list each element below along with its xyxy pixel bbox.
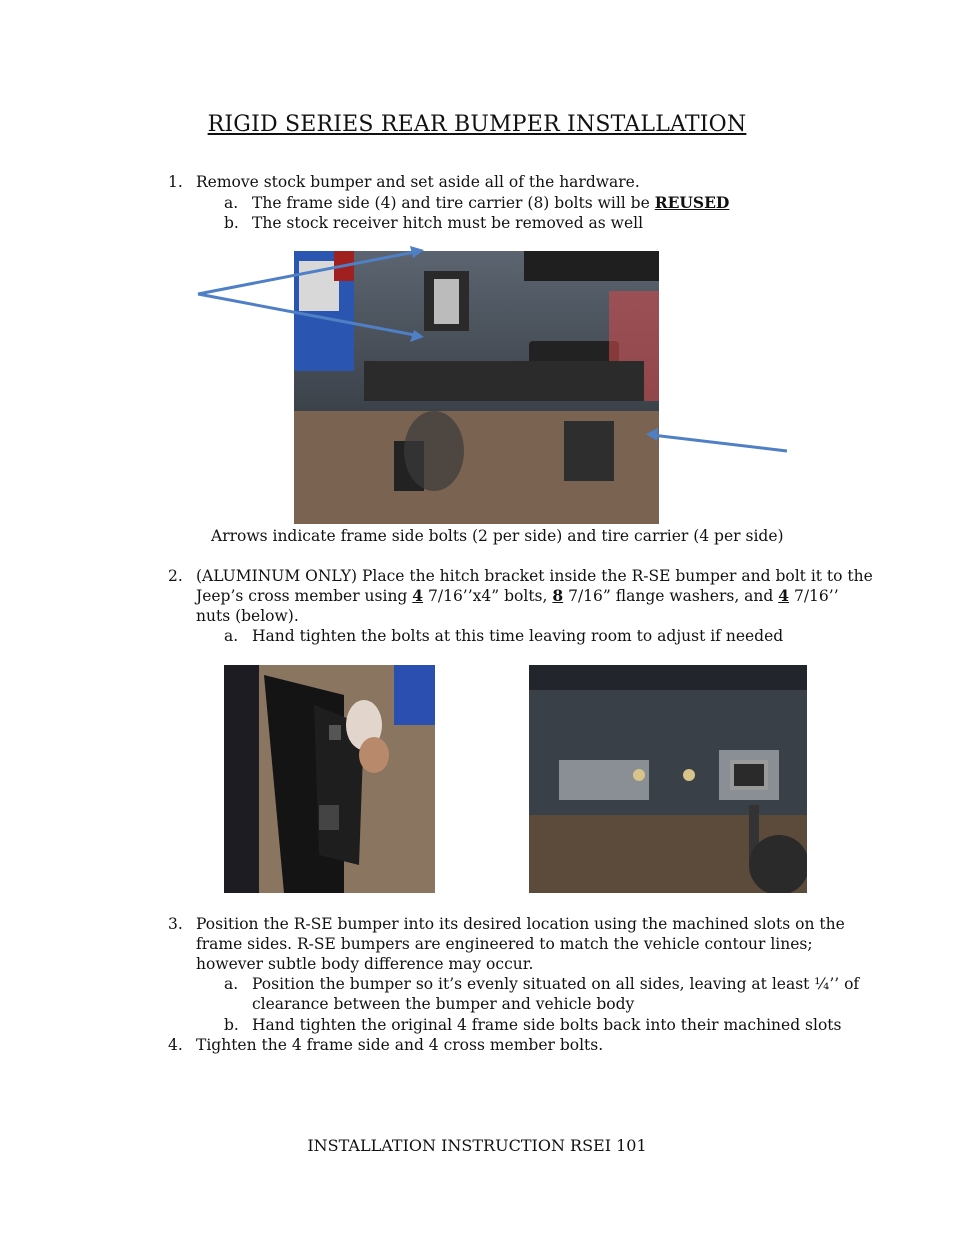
step-2-line-3: nuts (below).: [196, 607, 299, 625]
document-title: RIGID SERIES REAR BUMPER INSTALLATION: [207, 112, 747, 137]
step-3a-line-1: Position the bumper so it’s evenly situated on all sides, leaving at least ¼’’ of: [252, 975, 860, 993]
arrow-head-icon: [410, 330, 424, 342]
step-4-number: 4.: [168, 1036, 183, 1054]
step-1a-number: a.: [224, 194, 239, 212]
step-2-line-2: Jeep’s cross member using 4 7/16’’x4” bolts, 8 7/16” flange washers, and 4 7/16’’: [196, 586, 839, 605]
step-2a-number: a.: [224, 627, 239, 645]
step-2a-text: Hand tighten the bolts at this time leaving room to adjust if needed: [252, 627, 784, 645]
step-1a-text: The frame side (4) and tire carrier (8) bolts will be REUSED: [252, 193, 730, 212]
photo-caption: Arrows indicate frame side bolts (2 per side) and tire carrier (4 per side): [211, 527, 784, 545]
step-2-number: 2.: [168, 567, 183, 585]
step-4-text: Tighten the 4 frame side and 4 cross member bolts.: [196, 1036, 604, 1054]
step-2-line-1: (ALUMINUM ONLY) Place the hitch bracket inside the R-SE bumper and bolt it to the: [196, 567, 873, 585]
step-1-text: Remove stock bumper and set aside all of the hardware.: [196, 173, 640, 191]
step-1-number: 1.: [168, 173, 183, 191]
step-3b-text: Hand tighten the original 4 frame side bolts back into their machined slots: [252, 1016, 842, 1034]
step-3-line-2: frame sides. R-SE bumpers are engineered to match the vehicle contour lines;: [196, 935, 813, 953]
page-footer: INSTALLATION INSTRUCTION RSEI 101: [307, 1136, 647, 1155]
reused-emphasis: REUSED: [654, 193, 730, 212]
step-3-line-3: however subtle body difference may occur.: [196, 955, 534, 973]
step-1b-text: The stock receiver hitch must be removed as well: [252, 214, 644, 232]
step-3-line-1: Position the R-SE bumper into its desired location using the machined slots on the: [196, 915, 845, 933]
step-1b-number: b.: [224, 214, 239, 232]
arrow-head-icon: [410, 246, 424, 258]
step-3-number: 3.: [168, 915, 183, 933]
step-3a-number: a.: [224, 975, 239, 993]
step-3b-number: b.: [224, 1016, 239, 1034]
arrow-head-icon: [646, 428, 658, 441]
photo-hitch-bracket: [224, 665, 435, 893]
photo-installed-hitch: [529, 665, 807, 893]
step-3a-line-2: clearance between the bumper and vehicle body: [252, 995, 635, 1013]
